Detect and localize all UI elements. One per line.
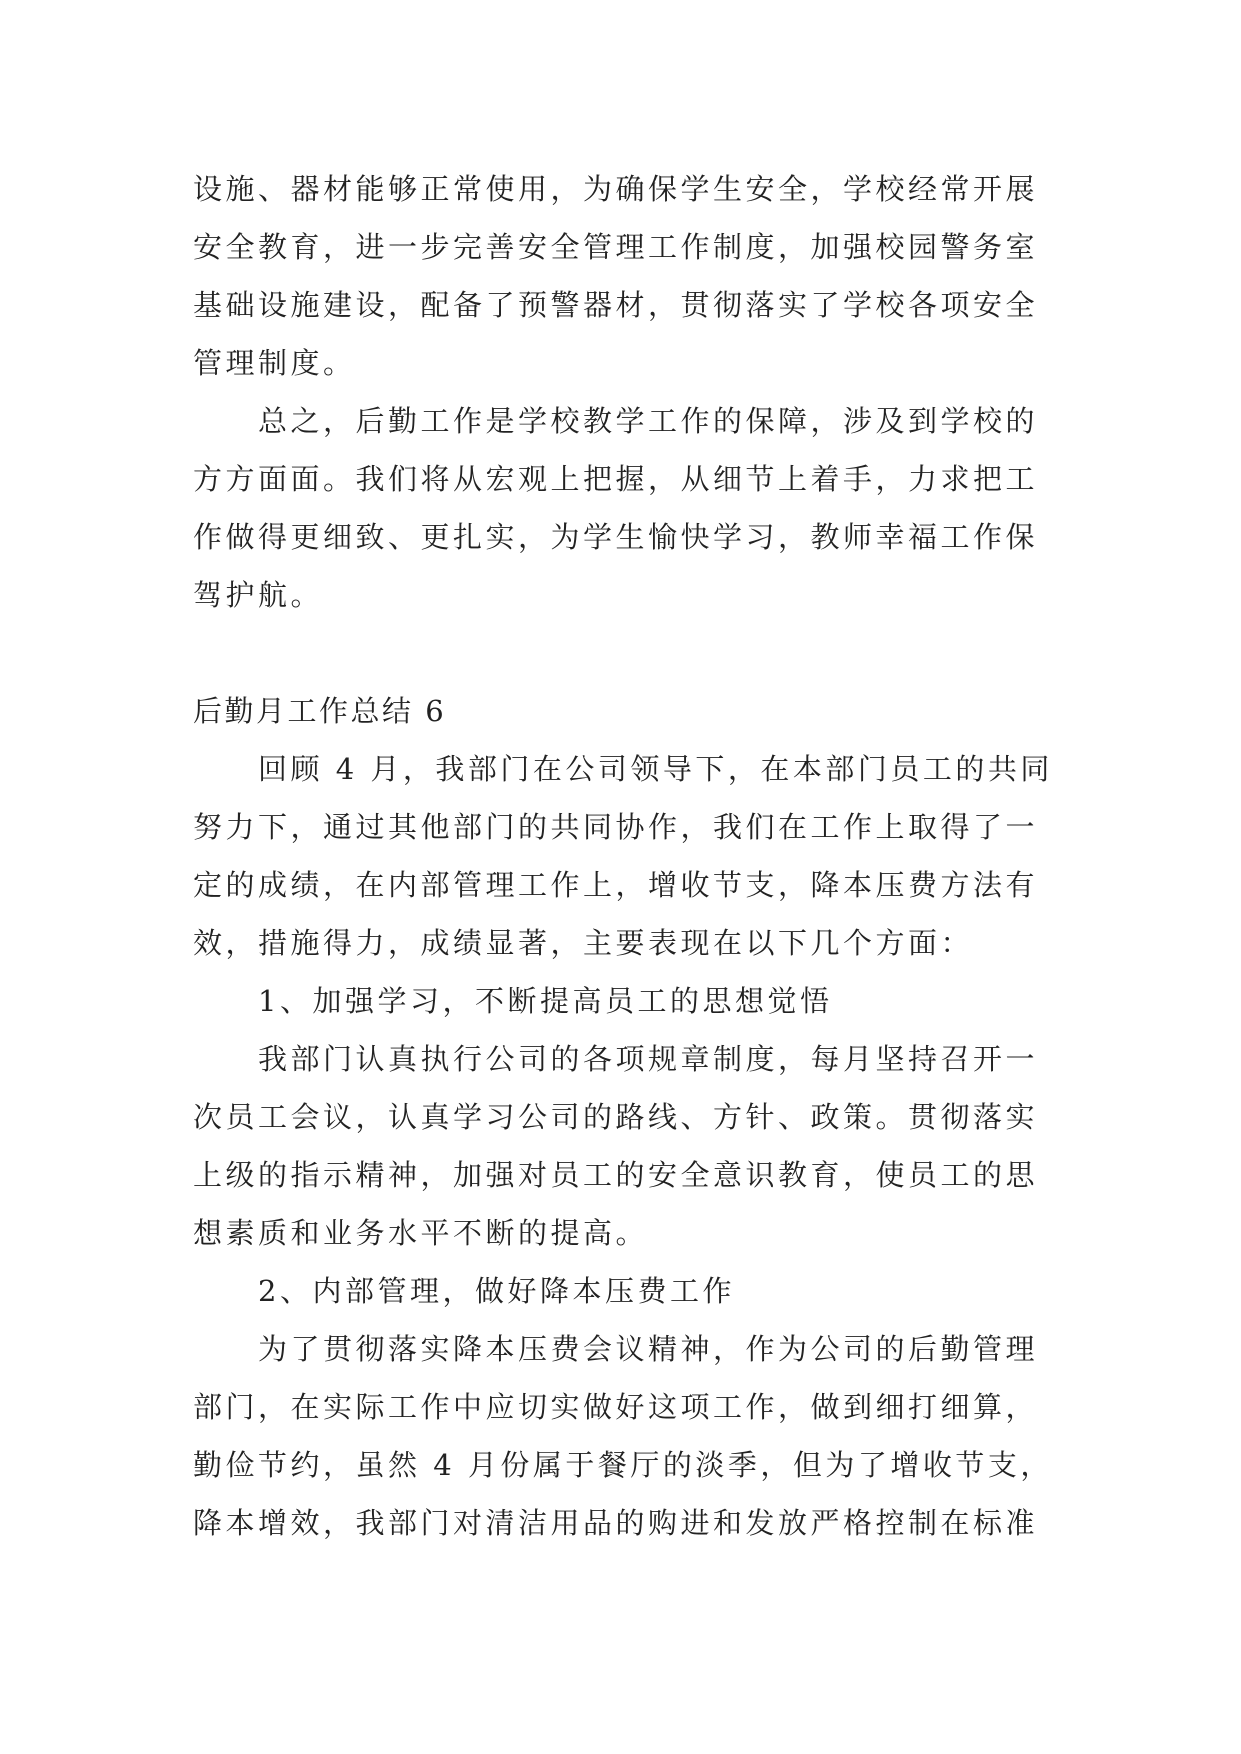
paragraph-line: 降本增效，我部门对清洁用品的购进和发放严格控制在标准 [193, 1506, 1039, 1540]
paragraph-line: 基础设施建设，配备了预警器材，贯彻落实了学校各项安全 [193, 288, 1039, 322]
section-heading: 后勤月工作总结 6 [193, 694, 447, 728]
document-body [193, 160, 1055, 1552]
paragraph-line: 作做得更细致、更扎实，为学生愉快学习，教师幸福工作保 [193, 520, 1039, 554]
paragraph-line: 驾护航。 [193, 578, 324, 612]
paragraph-line: 回顾 4 月，我部门在公司领导下，在本部门员工的共同 [258, 752, 1053, 786]
paragraph-line: 部门，在实际工作中应切实做好这项工作，做到细打细算， [193, 1390, 1039, 1424]
paragraph-line: 效，措施得力，成绩显著，主要表现在以下几个方面： [193, 926, 974, 960]
paragraph-line: 上级的指示精神，加强对员工的安全意识教育，使员工的思 [193, 1158, 1039, 1192]
paragraph-line: 管理制度。 [193, 346, 356, 380]
paragraph-line: 努力下，通过其他部门的共同协作，我们在工作上取得了一 [193, 810, 1039, 844]
blank-spacer [193, 624, 1055, 682]
paragraph-line: 我部门认真执行公司的各项规章制度，每月坚持召开一 [258, 1042, 1039, 1076]
paragraph-line: 想素质和业务水平不断的提高。 [193, 1216, 649, 1250]
subheading-2: 2、内部管理，做好降本压费工作 [258, 1274, 735, 1308]
paragraph-line: 设施、器材能够正常使用，为确保学生安全，学校经常开展 [193, 172, 1039, 206]
paragraph-line: 方方面面。我们将从宏观上把握，从细节上着手，力求把工 [193, 462, 1039, 496]
paragraph-line: 勤俭节约，虽然 4 月份属于餐厅的淡季，但为了增收节支， [193, 1448, 1053, 1482]
subheading-1: 1、加强学习，不断提高员工的思想觉悟 [258, 984, 833, 1018]
paragraph-line: 次员工会议，认真学习公司的路线、方针、政策。贯彻落实 [193, 1100, 1039, 1134]
paragraph-line: 安全教育，进一步完善安全管理工作制度，加强校园警务室 [193, 230, 1039, 264]
paragraph-line: 总之，后勤工作是学校教学工作的保障，涉及到学校的 [258, 404, 1039, 438]
paragraph-line: 为了贯彻落实降本压费会议精神，作为公司的后勤管理 [258, 1332, 1039, 1366]
paragraph-line: 定的成绩，在内部管理工作上，增收节支，降本压费方法有 [193, 868, 1039, 902]
